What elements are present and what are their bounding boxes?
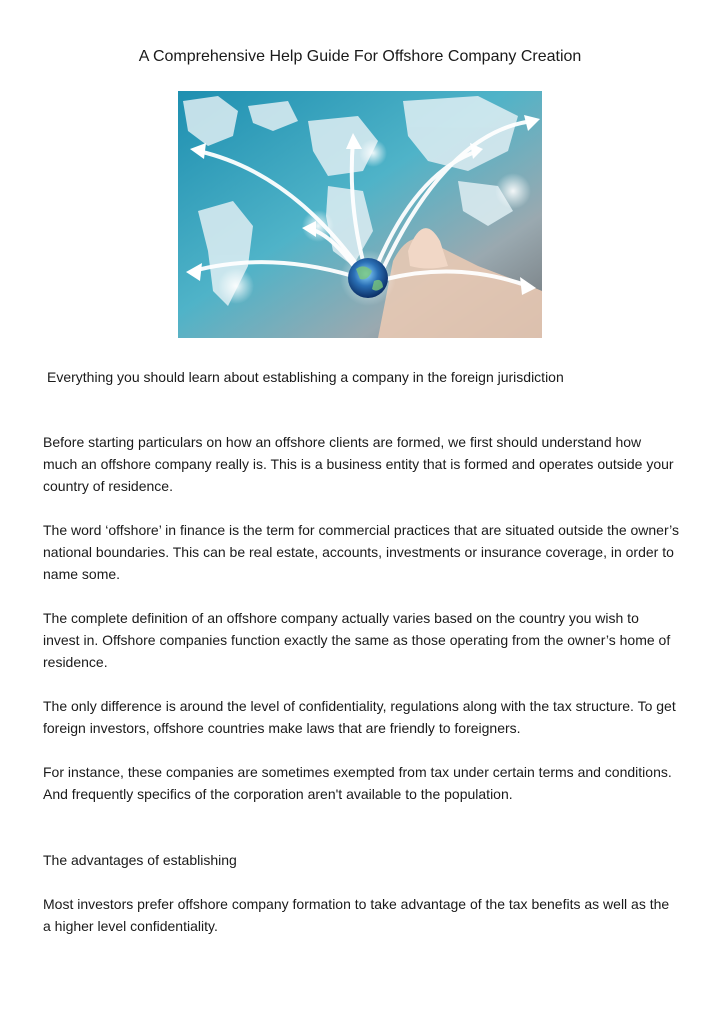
paragraph: Before starting particulars on how an offshore clients are formed, we first should understand how much an offshore company really is. This is a business entity that is formed and operates outside your country of residence. [43, 434, 674, 494]
paragraph: The word ‘offshore’ in finance is the term for commercial practices that are situated outside the owner’s national boundaries. This can be real estate, accounts, investments or insurance coverage, in order to name some. [43, 522, 680, 582]
section-heading: The advantages of establishing [43, 852, 237, 868]
paragraph: The complete definition of an offshore company actually varies based on the country you wish to invest in. Offshore companies function exactly the same as those operating from the owner’s home of residence. [43, 610, 671, 670]
paragraph: Most investors prefer offshore company formation to take advantage of the tax benefits as well as the a higher level confidentiality. [43, 896, 670, 934]
globe-network-image [178, 91, 542, 338]
paragraph: The only difference is around the level of confidentiality, regulations along with the tax structure. To get foreign investors, offshore countries make laws that are friendly to foreigners. [43, 698, 676, 736]
paragraph: For instance, these companies are sometimes exempted from tax under certain terms and conditions. And frequently specifics of the corporation aren't available to the population. [43, 764, 672, 802]
document-subtitle: Everything you should learn about establishing a company in the foreign jurisdiction [47, 369, 564, 385]
document-title: A Comprehensive Help Guide For Offshore Company Creation [138, 48, 582, 65]
document-body [43, 431, 679, 959]
